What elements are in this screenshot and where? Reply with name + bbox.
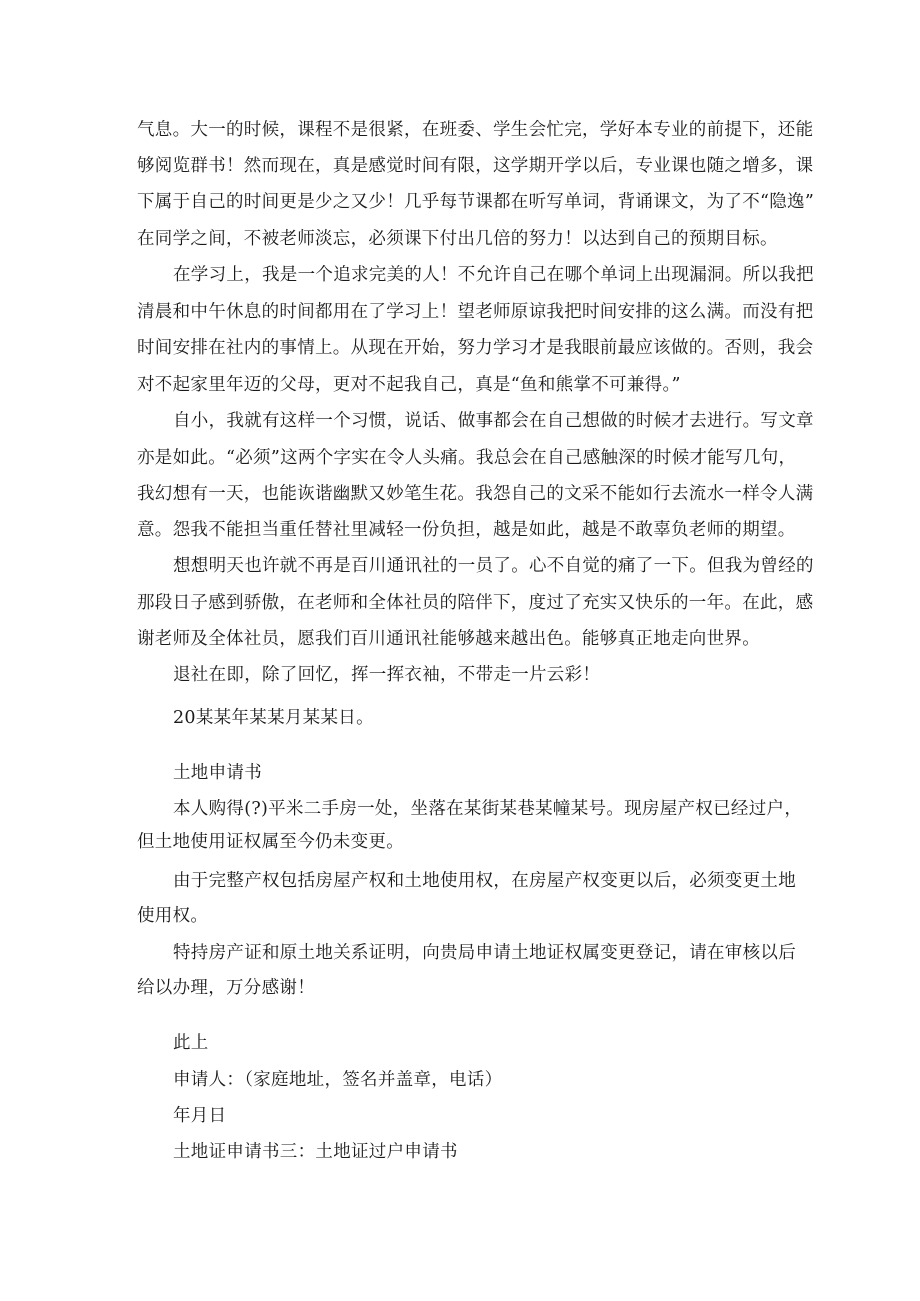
text-line: 在学习上，我是一个追求完美的人！不允许自己在哪个单词上出现漏洞。所以我把 bbox=[173, 265, 814, 285]
text-line: 想想明天也许就不再是百川通讯社的一员了。心不自觉的痛了一下。但我为曾经的 bbox=[173, 556, 814, 576]
text-line: 退社在即，除了回忆，挥一挥衣袖，不带走一片云彩！ bbox=[173, 665, 601, 685]
text-line: 时间安排在社内的事情上。从现在开始，努力学习才是我眼前最应该做的。否则，我会 bbox=[137, 338, 814, 358]
applicant-line: 申请人：（家庭地址，签名并盖章，电话） bbox=[173, 1070, 503, 1090]
text-line: 够阅览群书！然而现在，真是感觉时间有限，这学期开学以后，专业课也随之增多，课 bbox=[137, 156, 814, 176]
text-line: 在同学之间，不被老师淡忘，必须课下付出几倍的努力！以达到自己的预期目标。 bbox=[137, 229, 778, 249]
text-line: 对不起家里年迈的父母，更对不起我自己，真是“鱼和熊掌不可兼得。” bbox=[137, 375, 681, 395]
salutation-line: 此上 bbox=[173, 1033, 209, 1053]
text-line: 气息。大一的时候，课程不是很紧，在班委、学生会忙完，学好本专业的前提下，还能 bbox=[137, 120, 814, 140]
text-line: 本人购得(?)平米二手房一处，坐落在某街某巷某幢某号。现房屋产权已经过户， bbox=[173, 799, 803, 819]
text-line: 使用权。 bbox=[137, 906, 209, 926]
text-line: 但土地使用证权属至今仍未变更。 bbox=[137, 832, 404, 852]
date-line: 20某某年某某月某某日。 bbox=[173, 708, 374, 728]
text-line: 自小，我就有这样一个习惯，说话、做事都会在自己想做的时候才去进行。写文章 bbox=[173, 411, 814, 431]
text-line: 给以办理，万分感谢！ bbox=[137, 978, 315, 998]
text-line: 特持房产证和原土地关系证明，向贵局申请土地证权属变更登记，请在审核以后 bbox=[173, 943, 796, 963]
text-line: 意。怨我不能担当重任替社里减轻一份负担，越是如此，越是不敢辜负老师的期望。 bbox=[137, 520, 796, 540]
date-placeholder-line: 年月日 bbox=[173, 1106, 227, 1126]
section-title: 土地申请书 bbox=[173, 763, 262, 783]
text-line: 那段日子感到骄傲，在老师和全体社员的陪伴下，度过了充实又快乐的一年。在此，感 bbox=[137, 593, 814, 613]
text-line: 谢老师及全体社员，愿我们百川通讯社能够越来越出色。能够真正地走向世界。 bbox=[137, 629, 760, 649]
text-line: 亦是如此。“必须”这两个字实在令人头痛。我总会在自己感触深的时候才能写几句， bbox=[137, 448, 797, 468]
text-line: 下属于自己的时间更是少之又少！几乎每节课都在听写单词，背诵课文，为了不“隐逸” bbox=[137, 192, 815, 212]
section-title: 土地证申请书三：土地证过户申请书 bbox=[173, 1142, 458, 1162]
text-line: 清晨和中午休息的时间都用在了学习上！望老师原谅我把时间安排的这么满。而没有把 bbox=[137, 302, 814, 322]
text-line: 我幻想有一天，也能诙谐幽默又妙笔生花。我怨自己的文采不能如行去流水一样令人满 bbox=[137, 484, 814, 504]
text-line: 由于完整产权包括房屋产权和土地使用权，在房屋产权变更以后，必须变更土地 bbox=[173, 871, 796, 891]
